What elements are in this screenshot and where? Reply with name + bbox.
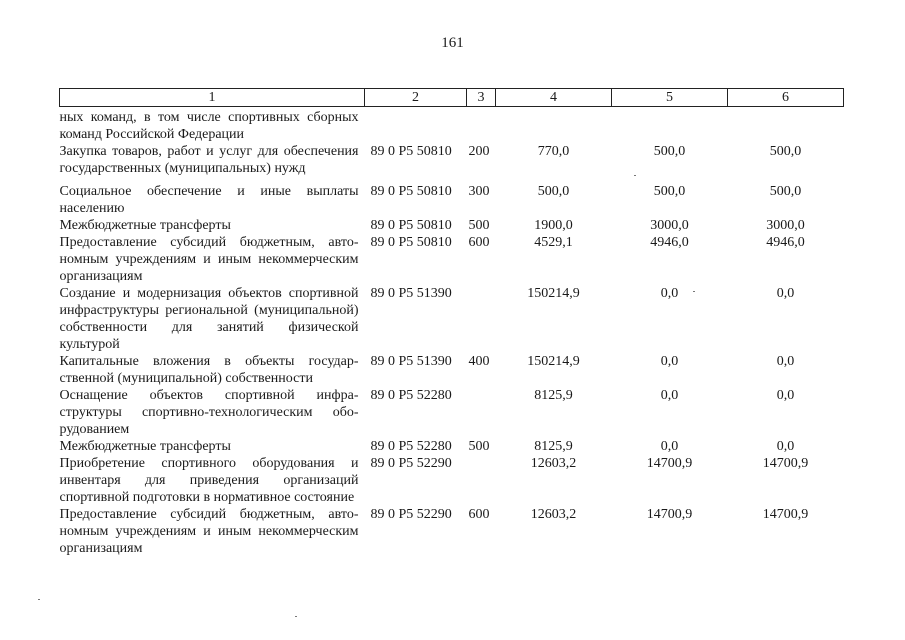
row-value-col5: 3000,0 — [650, 218, 689, 233]
row-value-col6: 3000,0 — [766, 218, 805, 233]
row-value-col6: 0,0 — [776, 388, 795, 403]
row-value-col5: 0,0 — [660, 354, 679, 369]
row-value-col4: 150214,9 — [527, 354, 580, 369]
scan-speck — [634, 175, 636, 176]
row-value-col4: 4529,1 — [534, 235, 573, 250]
row-target-code — [365, 107, 467, 144]
row-expense-type: 600 — [468, 507, 490, 522]
row-expense-type — [467, 107, 496, 144]
header-col-2: 2 — [365, 89, 467, 107]
row-target-code: 89 0 P5 52280 — [370, 388, 452, 403]
header-col-4: 4 — [496, 89, 612, 107]
row-target-code: 89 0 P5 52290 — [370, 507, 452, 522]
row-expense-type — [467, 285, 496, 353]
table-row — [60, 353, 844, 387]
row-target-code: 89 0 P5 50810 — [370, 144, 452, 159]
row-target-code: 89 0 P5 52280 — [370, 439, 452, 454]
header-col-6: 6 — [728, 89, 844, 107]
row-value-col6: 4946,0 — [766, 235, 805, 250]
row-value-col6: 0,0 — [776, 354, 795, 369]
row-value-col4: 150214,9 — [527, 286, 580, 301]
table-row — [60, 438, 844, 455]
table-row — [60, 455, 844, 506]
table-row — [60, 107, 844, 144]
table-row — [60, 285, 844, 353]
row-name: Капитальные вложения в объекты государственной (муниципальной) собственности — [59, 354, 359, 386]
row-target-code: 89 0 P5 52290 — [370, 456, 452, 471]
row-name: Создание и модернизация объектов спортивной инфраструктуры региональной (муниципальной) собственности для занятий физической культурой — [59, 286, 359, 352]
budget-table — [59, 88, 844, 557]
page-number: 161 — [441, 35, 464, 51]
row-value-col4: 8125,9 — [534, 388, 573, 403]
row-name: Социальное обеспечение и иные выплаты населению — [59, 184, 359, 216]
row-value-col5: 0,0 — [660, 286, 679, 301]
row-name: Оснащение объектов спортивной инфраструктуры спортивно-технологическим оборудованием — [59, 388, 359, 437]
row-value-col6: 500,0 — [769, 184, 802, 199]
table-row — [60, 177, 844, 217]
table-header-row — [60, 89, 844, 107]
table-row — [60, 387, 844, 438]
row-expense-type: 500 — [468, 218, 490, 233]
row-name: Закупка товаров, работ и услуг для обеспечения государственных (муниципальных) нужд — [59, 144, 359, 176]
row-target-code: 89 0 P5 50810 — [370, 218, 452, 233]
row-target-code: 89 0 P5 50810 — [370, 235, 452, 250]
header-col-1: 1 — [60, 89, 365, 107]
row-name: ных команд, в том числе спортивных сборных команд Российской Федерации — [59, 110, 359, 142]
row-expense-type — [467, 387, 496, 438]
row-value-col5: 0,0 — [660, 439, 679, 454]
row-expense-type: 300 — [468, 184, 490, 199]
row-value-col5: 14700,9 — [646, 507, 693, 522]
table-row — [60, 217, 844, 234]
table-row — [60, 143, 844, 177]
row-value-col4 — [496, 107, 612, 144]
row-value-col4: 12603,2 — [530, 456, 577, 471]
row-value-col5 — [612, 107, 728, 144]
table-row — [60, 506, 844, 557]
scan-speck — [38, 599, 40, 600]
row-value-col5: 0,0 — [660, 388, 679, 403]
scan-speck — [693, 291, 695, 292]
row-value-col6 — [728, 107, 844, 144]
table-row — [60, 234, 844, 285]
row-value-col4: 8125,9 — [534, 439, 573, 454]
row-value-col6: 500,0 — [769, 144, 802, 159]
row-value-col4: 770,0 — [537, 144, 570, 159]
row-name: Межбюджетные трансферты — [59, 218, 231, 233]
header-col-3: 3 — [467, 89, 496, 107]
row-value-col4: 12603,2 — [530, 507, 577, 522]
row-value-col5: 500,0 — [653, 184, 686, 199]
row-name: Приобретение спортивного оборудования и инвентаря для приведения организаций спортивной подготовки в нормативное состояние — [59, 456, 359, 505]
row-value-col4: 1900,0 — [534, 218, 573, 233]
row-name: Межбюджетные трансферты — [59, 439, 231, 454]
row-value-col5: 14700,9 — [646, 456, 693, 471]
row-expense-type: 400 — [468, 354, 490, 369]
row-expense-type: 600 — [468, 235, 490, 250]
scan-speck — [295, 616, 297, 617]
row-value-col6: 0,0 — [776, 439, 795, 454]
row-target-code: 89 0 P5 51390 — [370, 354, 452, 369]
header-col-5: 5 — [612, 89, 728, 107]
row-value-col6: 14700,9 — [762, 507, 809, 522]
row-target-code: 89 0 P5 50810 — [370, 184, 452, 199]
row-value-col4: 500,0 — [537, 184, 570, 199]
row-expense-type: 200 — [468, 144, 490, 159]
row-value-col5: 500,0 — [653, 144, 686, 159]
row-name: Предоставление субсидий бюджетным, автономным учреждениям и иным некоммерческим организациям — [59, 507, 359, 556]
row-value-col5: 4946,0 — [650, 235, 689, 250]
row-name: Предоставление субсидий бюджетным, автономным учреждениям и иным некоммерческим организациям — [59, 235, 359, 284]
row-value-col6: 0,0 — [776, 286, 795, 301]
row-target-code: 89 0 P5 51390 — [370, 286, 452, 301]
row-expense-type — [467, 455, 496, 506]
row-value-col6: 14700,9 — [762, 456, 809, 471]
row-expense-type: 500 — [468, 439, 490, 454]
